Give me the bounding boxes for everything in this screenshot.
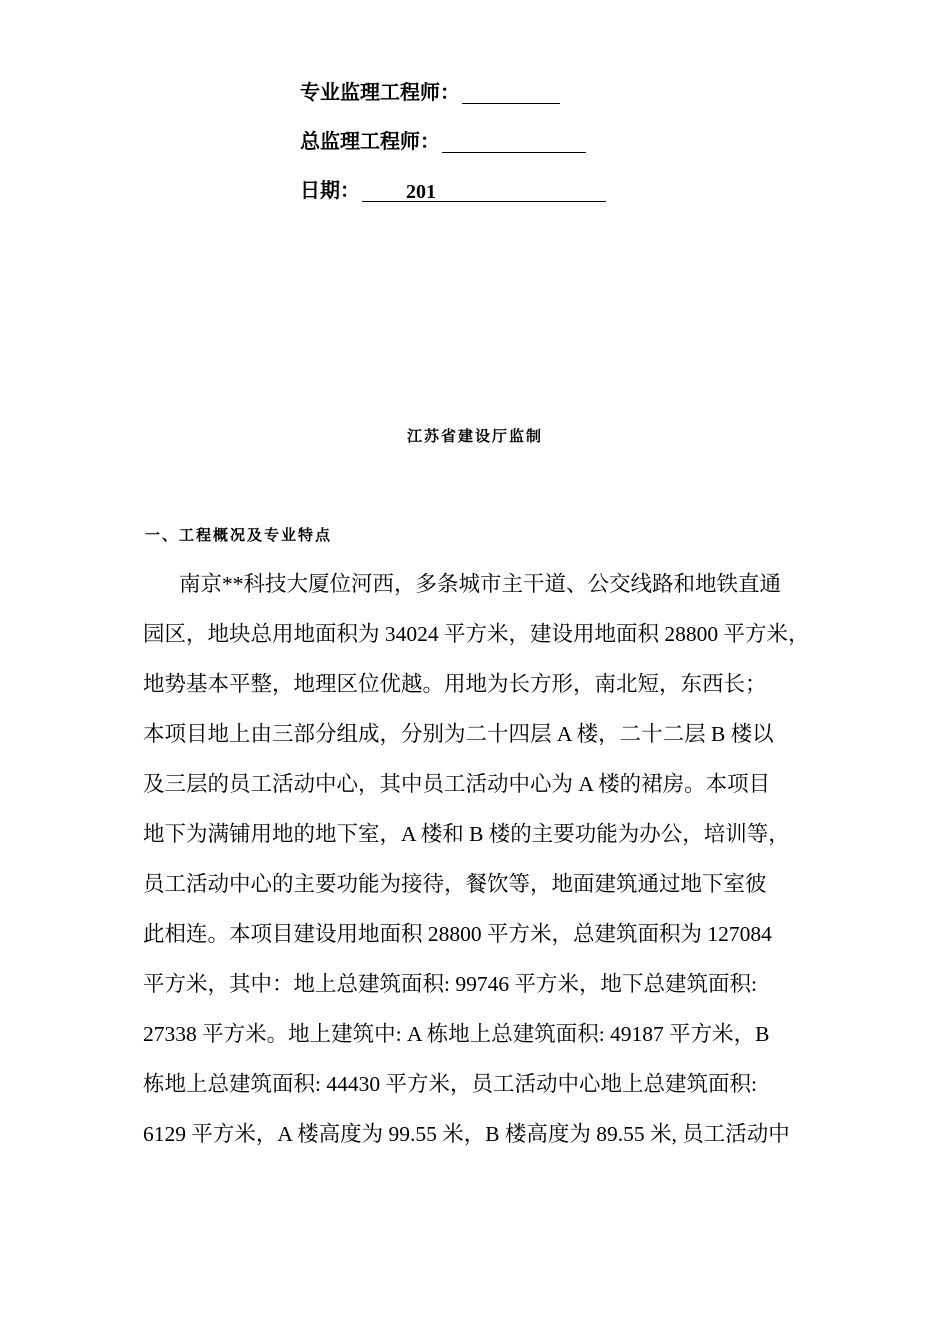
date-label: 日期：	[300, 178, 360, 202]
body-line: 6129 平方米，A 楼高度为 99.55 米，B 楼高度为 89.55 米, 员工活动中	[143, 1122, 790, 1146]
body-line: 栋地上总建筑面积: 44430 平方米，员工活动中心地上总建筑面积:	[143, 1072, 757, 1096]
body-line: 本项目地上由三部分组成，分别为二十四层 A 楼，二十二层 B 楼以	[143, 722, 774, 746]
issuer-label: 江苏省建设厅监制	[406, 427, 543, 445]
section-body	[143, 564, 823, 1164]
specialty-engineer-label: 专业监理工程师：	[300, 80, 460, 104]
body-line: 及三层的员工活动中心，其中员工活动中心为 A 楼的裙房。本项目	[143, 772, 771, 796]
specialty-engineer-blank	[462, 83, 560, 104]
chief-engineer-signature	[300, 127, 586, 155]
body-line: 地下为满铺用地的地下室，A 楼和 B 楼的主要功能为办公，培训等，	[143, 822, 790, 846]
specialty-engineer-signature	[300, 78, 560, 106]
date-value: 201	[406, 181, 436, 203]
chief-engineer-blank	[442, 132, 586, 153]
body-line: 南京**科技大厦位河西，多条城市主干道、公交线路和地铁直通	[179, 572, 782, 596]
body-line: 此相连。本项目建设用地面积 28800 平方米，总建筑面积为 127084	[143, 922, 772, 946]
body-line: 园区，地块总用地面积为 34024 平方米，建设用地面积 28800 平方米，	[143, 622, 810, 646]
body-line: 平方米，其中：地上总建筑面积: 99746 平方米，地下总建筑面积:	[143, 972, 757, 996]
body-line: 27338 平方米。地上建筑中: A 栋地上总建筑面积: 49187 平方米，B	[143, 1022, 770, 1046]
chief-engineer-label: 总监理工程师：	[300, 129, 440, 153]
body-line: 员工活动中心的主要功能为接待，餐饮等，地面建筑通过地下室彼	[143, 872, 767, 896]
body-line: 地势基本平整，地理区位优越。用地为长方形，南北短，东西长；	[143, 672, 767, 696]
date-blank	[362, 181, 606, 202]
section-heading: 一、工程概况及专业特点	[145, 526, 333, 544]
date-signature	[300, 176, 606, 204]
